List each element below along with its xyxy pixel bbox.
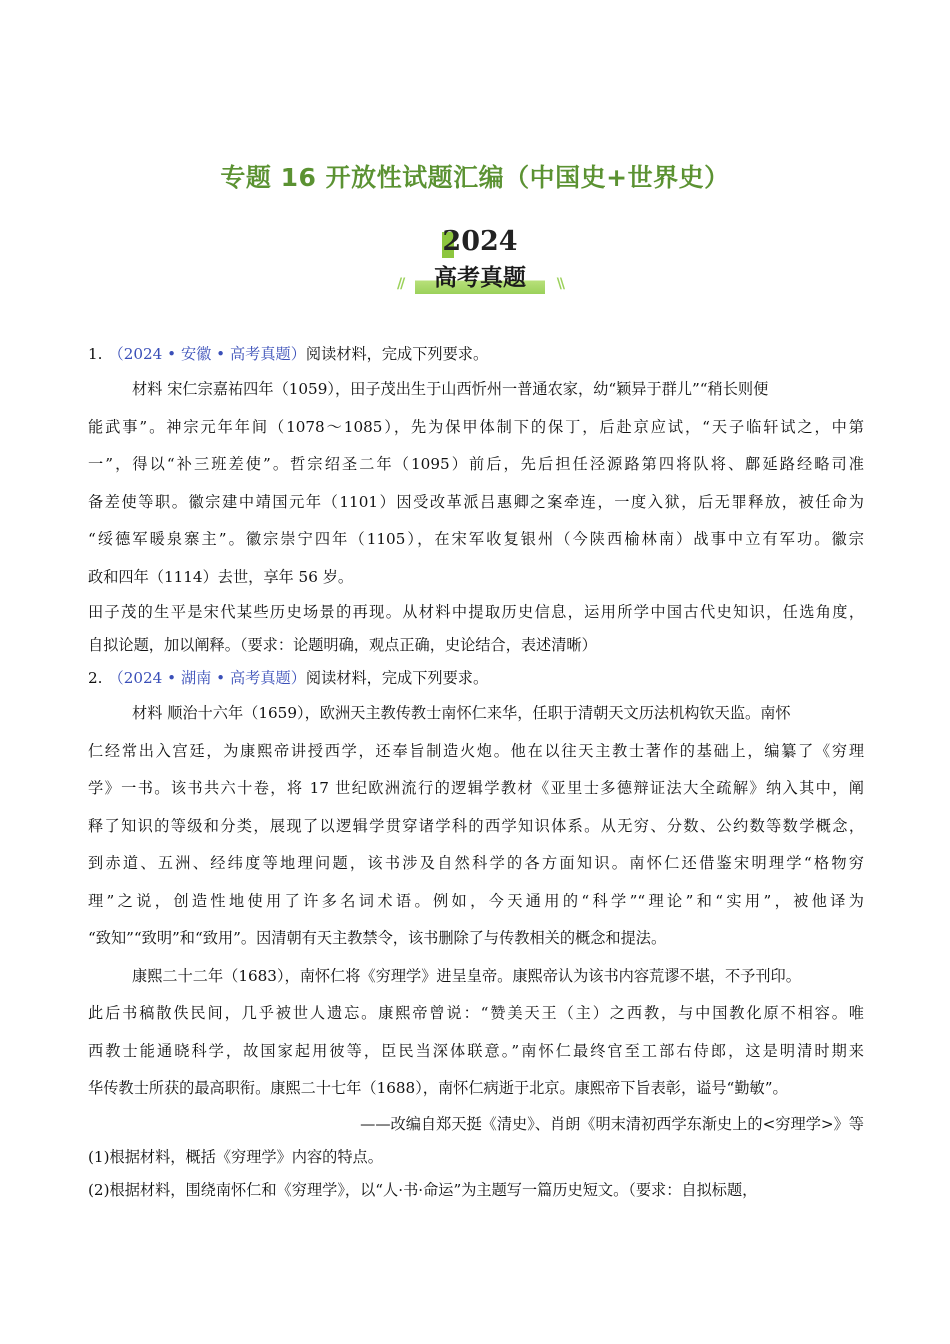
material-line: 一”，得以“补三班差使”。哲宗绍圣二年（1095）前后，先后担任泾源路第四将队将、鄜延路经略司准 (88, 455, 864, 473)
subquestion: (1)根据材料，概括《穷理学》内容的特点。 (88, 1147, 383, 1166)
material-line: 仁经常出入宫廷，为康熙帝讲授西学，还奉旨制造火炮。他在以往天主教士著作的基础上，编纂了《穷理 (88, 741, 864, 760)
question-source: （2024 • 湖南 • 高考真题） (108, 669, 306, 687)
page-title: 专题 16 开放性试题汇编（中国史+世界史） (220, 163, 730, 192)
material-line: 释了知识的等级和分类，展现了以逻辑学贯穿诸学科的西学知识体系。从无穷、分数、公约数等数学概念， (88, 816, 864, 835)
question-number: 2. (88, 669, 103, 687)
question-source: （2024 • 安徽 • 高考真题） (108, 345, 306, 363)
material-line: 材料 顺治十六年（1659），欧洲天主教传教士南怀仁来华，任职于清朝天文历法机构钦天监。南怀 (132, 704, 791, 722)
task-line: 田子茂的生平是宋代某些历史场景的再现。从材料中提取历史信息，运用所学中国古代史知识，任选角度， (88, 603, 864, 621)
badge-label: 高考真题 (434, 265, 526, 291)
question-header (88, 662, 864, 695)
subquestion: (2)根据材料，围绕南怀仁和《穷理学》，以“人·书·命运”为主题写一篇历史短文。（要求：自拟标题， (88, 1180, 758, 1199)
badge-year: 2024 (442, 226, 518, 257)
material-line: “致知”“致明”和“致用”。因清朝有天主教禁令，该书删除了与传教相关的概念和提法。 (88, 929, 667, 947)
material-line: 材料 宋仁宗嘉祐四年（1059），田子茂出生于山西忻州一普通农家，幼“颖异于群儿”“稍长则便 (132, 380, 769, 398)
exam-badge (395, 224, 565, 304)
material-line: 学》一书。该书共六十卷，将 17 世纪欧洲流行的逻辑学教材《亚里士多德辩证法大全疏解》纳入其中，阐 (88, 779, 864, 797)
question-prompt: 阅读材料，完成下列要求。 (305, 669, 489, 687)
badge-slash-right-icon: \\ (556, 276, 563, 292)
question-header (88, 338, 864, 371)
material-line: 政和四年（1114）去世，享年 56 岁。 (88, 567, 354, 586)
citation: ——改编自郑天挺《清史》、肖朗《明末清初西学东渐史上的<穷理学>》等 (360, 1114, 864, 1133)
material-line: 理”之说，创造性地使用了许多名词术语。例如，今天通用的“科学”“理论”和“实用”，被他译为 (88, 891, 864, 910)
material-line: 华传教士所获的最高职衔。康熙二十七年（1688），南怀仁病逝于北京。康熙帝下旨表彰，谥号“勤敏”。 (88, 1079, 788, 1097)
question-number: 1. (88, 345, 103, 363)
question-2 (88, 662, 864, 1207)
material-line: 西教士能通晓科学，故国家起用彼等，臣民当深体联意。”南怀仁最终官至工部右侍郎，这是明清时期来 (88, 1041, 864, 1060)
material-line: 能武事”。神宗元年年间（1078～1085），先为保甲体制下的保丁，后赴京应试，“天子临轩试之，中第 (88, 417, 864, 436)
badge-slash-left-icon: // (397, 276, 404, 292)
document-body (88, 338, 864, 1207)
question-1 (88, 338, 864, 662)
material-line: 备差使等职。徽宗建中靖国元年（1101）因受改革派吕惠卿之案牵连，一度入狱，后无罪释放，被任命为 (88, 492, 864, 511)
material-line: 此后书稿散佚民间，几乎被世人遗忘。康熙帝曾说：“赞美天王（主）之西教，与中国教化原不相容。唯 (88, 1004, 864, 1022)
task-line: 自拟论题，加以阐释。（要求：论题明确，观点正确，史论结合，表述清晰） (88, 636, 597, 654)
material-line: “绥德军暖泉寨主”。徽宗崇宁四年（1105），在宋军收复银州（今陕西榆林南）战事中立有军功。徽宗 (88, 530, 864, 548)
material-line: 康熙二十二年（1683），南怀仁将《穷理学》进呈皇帝。康熙帝认为该书内容荒谬不堪，不予刊印。 (132, 966, 801, 985)
question-prompt: 阅读材料，完成下列要求。 (305, 345, 489, 363)
material-line: 到赤道、五洲、经纬度等地理问题，该书涉及自然科学的各方面知识。南怀仁还借鉴宋明理学“格物穷 (88, 854, 864, 872)
